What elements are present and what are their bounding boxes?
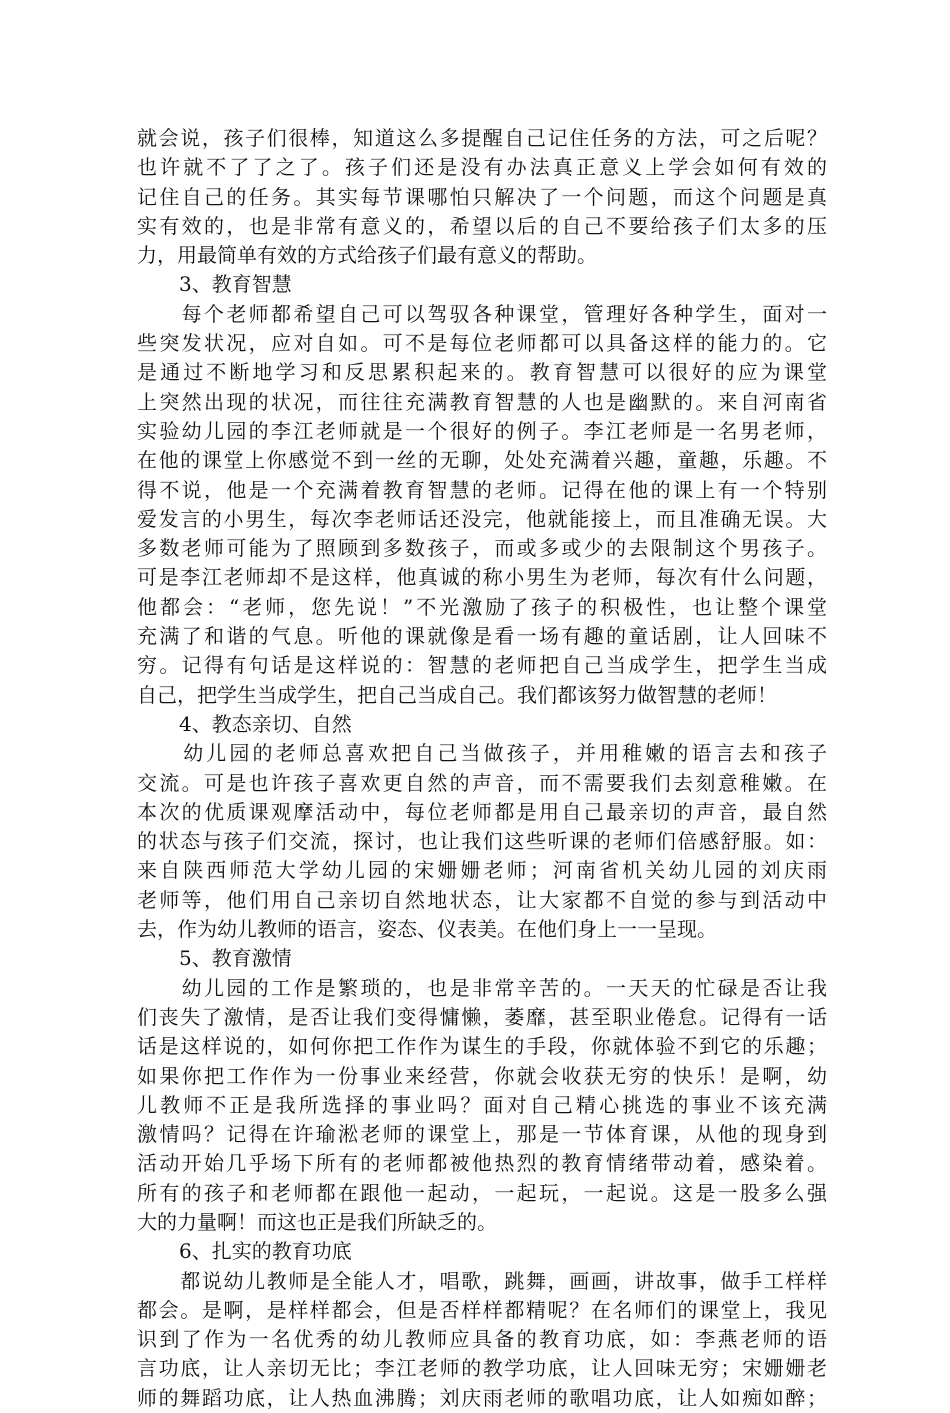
text-line: 就会说，孩子们很棒，知道这么多提醒自己记住任务的方法，可之后呢？ [137,126,827,150]
text-line: 爱发言的小男生，每次李老师话还没完，他就能接上，而且准确无误。大 [137,506,827,531]
text-line: 在他的课堂上你感觉不到一丝的无聊，处处充满着兴趣，童趣，乐趣。不 [137,448,827,473]
text-line: 实有效的，也是非常有意义的，希望以后的自己不要给孩子们太多的压 [137,213,827,238]
text-line: 幼儿园的老师总喜欢把自己当做孩子，并用稚嫩的语言去和孩子 [137,741,827,766]
text-line: 活动开始几乎场下所有的老师都被他热烈的教育情绪带动着，感染着。 [137,1151,827,1176]
section-heading-6: 6、扎实的教育功底 [179,1239,352,1264]
text-line: 他都会：“老师，您先说！”不光激励了孩子的积极性，也让整个课堂 [137,594,827,619]
paragraph-section-4 [137,739,827,944]
text-line: 的状态与孩子们交流，探讨，也让我们这些听课的老师们倍感舒服。如： [137,829,827,854]
text-line: 去，作为幼儿教师的语言，姿态、仪表美。在他们身上一一呈现。 [137,917,717,942]
text-line: 力，用最简单有效的方式给孩子们最有意义的帮助。 [137,243,597,268]
text-line: 所有的孩子和老师都在跟他一起动，一起玩，一起说。这是一股多么强 [137,1180,827,1205]
text-line: 得不说，他是一个充满着教育智慧的老师。记得在他的课上有一个特别 [137,477,827,502]
text-line: 实验幼儿园的李江老师就是一个很好的例子。李江老师是一名男老师， [137,418,827,443]
text-line: 如果你把工作作为一份事业来经营，你就会收获无穷的快乐！是啊，幼 [137,1063,827,1088]
paragraph-section-6 [137,1267,827,1413]
paragraph-section-3 [137,300,827,710]
text-line: 穷。记得有句话是这样说的：智慧的老师把自己当成学生，把学生当成 [137,653,827,678]
text-line: 本次的优质课观摩活动中，每位老师都是用自己最亲切的声音，最自然 [137,799,827,824]
text-line: 老师等，他们用自己亲切自然地状态，让大家都不自觉的参与到活动中 [137,887,827,912]
text-line: 大的力量啊！而这也正是我们所缺乏的。 [137,1209,497,1234]
text-line: 来自陕西师范大学幼儿园的宋姗姗老师；河南省机关幼儿园的刘庆雨 [137,858,827,883]
text-line: 都会。是啊，是样样都会，但是否样样都精呢？在名师们的课堂上，我见 [137,1297,827,1322]
text-line: 也许就不了了之了。孩子们还是没有办法真正意义上学会如何有效的 [137,155,827,180]
section-heading-5: 5、教育激情 [179,946,292,971]
text-line: 识到了作为一名优秀的幼儿教师应具备的教育功底，如：李燕老师的语 [137,1327,827,1352]
text-line: 们丧失了激情，是否让我们变得慵懒，萎靡，甚至职业倦怠。记得有一话 [137,1004,827,1029]
paragraph-section-5 [137,974,827,1238]
text-line: 幼儿园的工作是繁琐的，也是非常辛苦的。一天天的忙碌是否让我 [137,975,827,1000]
text-line: 多数老师可能为了照顾到多数孩子，而或多或少的去限制这个男孩子。 [137,536,827,561]
text-line: 可是李江老师却不是这样，他真诚的称小男生为老师，每次有什么问题， [137,565,827,590]
text-line: 言功底，让人亲切无比；李江老师的教学功底，让人回味无穷；宋姗姗老 [137,1356,827,1381]
text-line: 记住自己的任务。其实每节课哪怕只解决了一个问题，而这个问题是真 [137,184,827,209]
text-line: 激情吗？记得在许瑜淞老师的课堂上，那是一节体育课，从他的现身到 [137,1122,827,1147]
document-body [137,124,827,1413]
text-line: 每个老师都希望自己可以驾驭各种课堂，管理好各种学生，面对一 [137,301,827,326]
text-line: 儿教师不正是我所选择的事业吗？面对自己精心挑选的事业不该充满 [137,1092,827,1117]
text-line: 自己，把学生当成学生，把自己当成自己。我们都该努力做智慧的老师！ [137,682,777,707]
section-heading-4: 4、教态亲切、自然 [179,711,352,736]
text-line: 话是这样说的，如何你把工作作为谋生的手段，你就体验不到它的乐趣； [137,1034,827,1059]
text-line: 交流。可是也许孩子喜欢更自然的声音，而不需要我们去刻意稚嫩。在 [137,770,827,795]
paragraph-intro [137,124,827,270]
section-heading-3: 3、教育智慧 [179,272,292,297]
text-line: 上突然出现的状况，而往往充满教育智慧的人也是幽默的。来自河南省 [137,389,827,414]
text-line: 是通过不断地学习和反思累积起来的。教育智慧可以很好的应为课堂 [137,360,827,385]
text-line: 师的舞蹈功底，让人热血沸腾；刘庆雨老师的歌唱功底，让人如痴如醉； [137,1385,827,1410]
text-line: 都说幼儿教师是全能人才，唱歌，跳舞，画画，讲故事，做手工样样 [137,1268,827,1293]
text-line: 充满了和谐的气息。听他的课就像是看一场有趣的童话剧，让人回味不 [137,624,827,649]
text-line: 些突发状况，应对自如。可不是每位老师都可以具备这样的能力的。它 [137,331,827,356]
